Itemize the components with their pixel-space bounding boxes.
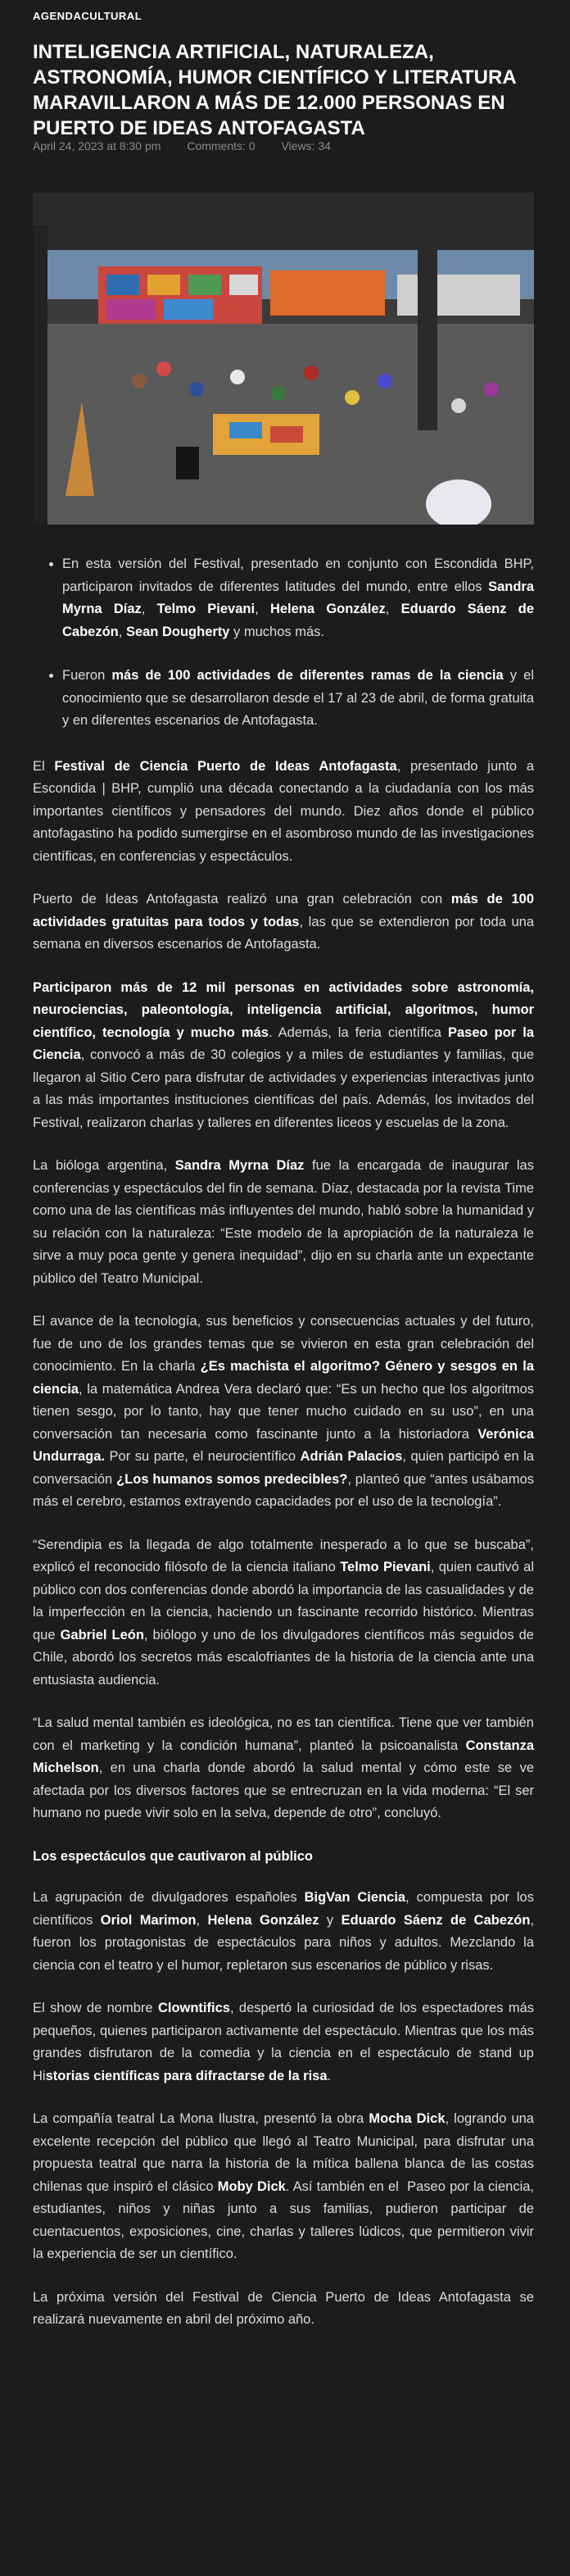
paragraph: Puerto de Ideas Antofagasta realizó una gran celebración con más de 100 actividades gratuitas para todos y todas, las que se extendieron por toda una semana en diversos escenarios de Antofagasta. <box>33 892 534 952</box>
paragraph: La agrupación de divulgadores españoles BigVan Ciencia, compuesta por los científicos Oriol Marimon, Helena González y Eduardo Sáenz de Cabezón, fueron los protagonistas de espectáculos para niños y adultos. Mezclando la ciencia con el teatro y el humor, repletaron sus escenarios de público y risas. <box>33 1890 535 1973</box>
list-item: • Fueron más de 100 actividades de diferentes ramas de la ciencia y el conocimiento que se desarrollaron desde el 17 al 23 de abril, de forma gratuita y en diferentes escenarios de Antofagasta. <box>62 665 534 733</box>
paragraph: Participaron más de 12 mil personas en actividades sobre astronomía, neurociencias, paleontología, inteligencia artificial, algoritmos, humor científico, tecnología y mucho más. Además, la feria científica Paseo por la Ciencia, convocó a más de 30 colegios y a miles de estudiantes y familias, que llegaron al Sitio Cero para disfrutar de actividades y experiencias interactivas junto a las más importantes instituciones científicas del país. Además, los invitados del Festival, realizaron charlas y talleres en diferentes liceos y escuelas de la zona. <box>33 979 534 1130</box>
category-label[interactable]: AGENDACULTURAL <box>33 10 142 22</box>
comments-count[interactable]: Comments: 0 <box>187 139 256 152</box>
page-title: INTELIGENCIA ARTIFICIAL, NATURALEZA, ASTRONOMÍA, HUMOR CIENTÍFICO Y LITERATURA MARAVILLARON A MÁS DE 12.000 PERSONAS EN PUERTO DE IDEAS ANTOFAGASTA <box>33 41 516 139</box>
article-date: April 24, 2023 at 8:30 pm <box>33 139 161 152</box>
article-meta <box>33 139 354 152</box>
paragraph: La compañía teatral La Mona Ilustra, presentó la obra Mocha Dick, logrando una excelente recepción del público que llegó al Teatro Municipal, para disfrutar una propuesta teatral que narra la historia de la mítica ballena blanca de las costas chilenas que inspiró el clásico Moby Dick. Así también en el Paseo por la ciencia, estudiantes, niños y niñas junto a sus familias, pudieron participar de cuentacuentos, exposiciones, cine, charlas y talleres lúdicos, que permitieron vivir la experiencia de ser un científico. <box>33 2111 535 2261</box>
section-heading: Los espectáculos que cautivaron al público <box>33 1848 314 1864</box>
paragraph: La próxima versión del Festival de Ciencia Puerto de Ideas Antofagasta se realizará nuevamente en abril del próximo año. <box>33 2289 534 2327</box>
summary-list <box>33 553 534 733</box>
paragraph: El avance de la tecnología, sus beneficios y consecuencias actuales y del futuro, fue de uno de los grandes temas que se vivieron en esta gran celebración del conocimiento. En la charla ¿Es machista el algoritmo? Género y sesgos en la ciencia, la matemática Andrea Vera declaró que: “Es un hecho que los algoritmos tienen sesgo, por lo tanto, hay que tener mucho cuidado en su uso”, en una conversación tan necesaria como fascinante junto a la historiadora Verónica Undurraga. Por su parte, el neurocientífico Adrián Palacios, quien participó en la conversación ¿Los humanos somos predecibles?, planteó que “antes usábamos más el cerebro, estamos extrayendo capacidades por el uso de la tecnología”. <box>33 1314 534 1509</box>
paragraph: “Serendipia es la llegada de algo totalmente inesperado a lo que se buscaba”, explicó el reconocido filósofo de la ciencia italiano Telmo Pievani, quien cautivó al público con dos conferencias donde abordó la importancia de las casualidades y de la imperfección en la ciencia, haciendo un fascinante recorrido histórico. Mientras que Gabriel León, biólogo y uno de los divulgadores científicos más seguidos de Chile, abordó los secretos más escalofriantes de la historia de la ciencia ante una entusiasta audiencia. <box>33 1537 534 1688</box>
paragraph: El Festival de Ciencia Puerto de Ideas Antofagasta, presentado junto a Escondida | BHP, cumplió una década conectando a la ciudadanía con los más importantes científicos y pensadores del mundo. Diez años donde el público antofagastino ha podido sumergirse en el asombroso mundo de las investigaciones científicas, en conferencias y espectáculos. <box>33 758 535 864</box>
article-body <box>33 553 534 2352</box>
paragraph: “La salud mental también es ideológica, no es tan científica. Tiene que ver también con el marketing y la condición humana”, planteó la psicoanalista Constanza Michelson, en una charla donde abordó la salud mental y cómo este se ve afectada por los diversos factores que se entrecruzan en la vida moderna: “El ser humano no puede vivir solo en la selva, depende de otro”, concluyó. <box>33 1715 534 1820</box>
paragraph: El show de nombre Clowntifics, despertó la curiosidad de los espectadores más pequeños, quienes participaron activamente del espectáculo. Mientras que los más grandes disfrutaron de la comedia y la ciencia en el espectáculo de stand up Historias científicas para difractarse de la risa. <box>33 2001 534 2083</box>
hero-image <box>33 193 534 525</box>
festival-photo <box>33 193 534 525</box>
views-count: Views: 34 <box>281 139 331 152</box>
paragraph: La bióloga argentina, Sandra Myrna Díaz fue la encargada de inaugurar las conferencias y espectáculos del fin de semana. Díaz, destacada por la revista Time como una de las científicas más influyentes del mundo, habló sobre la humanidad y su relación con la naturaleza: “Este modelo de la apropiación de la naturaleza le sirve a muy poca gente y genera inequidad”, dijo en su charla ante un expectante público del Teatro Municipal. <box>33 1158 534 1286</box>
list-item: • En esta versión del Festival, presentado en conjunto con Escondida BHP, participaron invitados de diferentes latitudes del mundo, entre ellos Sandra Myrna Díaz, Telmo Pievani, Helena González, Eduardo Sáenz de Cabezón, Sean Dougherty y muchos más. <box>62 553 534 643</box>
